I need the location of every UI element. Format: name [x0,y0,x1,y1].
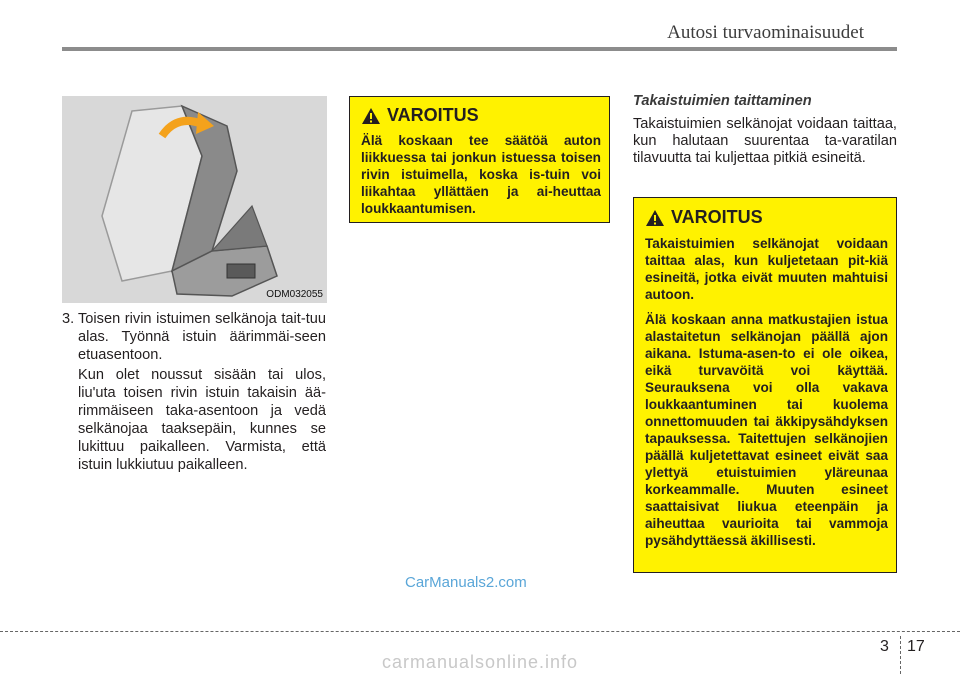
watermark-link[interactable]: CarManuals2.com [405,574,527,591]
chapter-number: 3 [880,638,889,655]
warning-paragraph-1: Takaistuimien selkänojat voidaan taittaa alas, kun kuljetetaan pit-kiä esineitä, jotka eivät muuten mahtuisi autoon. [645,236,888,302]
footer-rule [0,631,960,632]
figure-code: ODM032055 [266,289,323,300]
step-3 [62,310,326,364]
step-text: Toisen rivin istuimen selkänoja tait-tuu alas. Työnnä istuin äärimmäi-seen etuasentoon. [78,311,326,363]
left-paragraph: Kun olet noussut sisään tai ulos, liu'uta toisen rivin istuin takaisin ää-rimmäiseen taka-asentoon ja vedä selkänojaa taaksepäin, kunnes se lukittuu paikalleen. Varmista, että istuin lukkiutuu paikalleen. [78,367,326,473]
section-title: Autosi turvaominaisuudet [667,22,864,43]
bottom-watermark: carmanualsonline.info [381,652,579,672]
subheading: Takaistuimien taittaminen [633,93,812,109]
folded-seat-drawing [62,96,327,303]
warning-triangle-icon [645,209,665,227]
warning-body: Älä koskaan tee säätöä auton liikkuessa tai jonkun istuessa toisen rivin istuimella, koska is-tuin voi liikahtaa yllättäen ja ai-heuttaa loukkaantumisen. [361,133,601,216]
warning-triangle-icon [361,107,381,125]
warning-title: VAROITUS [387,105,479,125]
right-paragraph: Takaistuimien selkänojat voidaan taittaa, kun halutaan suurentaa ta-varatilan tilavuutta tai kuljettaa pitkiä esineitä. [633,116,897,166]
warning-paragraph-2: Älä koskaan anna matkustajien istua alastaitetun selkänojan päällä ajon aikana. Istuma-asen-to ei ole oikea, eikä turvavöitä voi käyttää. Seurauksena voi olla vakava loukkaantuminen tai kuolema onnettomuuden tai äkkipysähdyksen tapauksessa. Taitettujen selkänojien päällä kuljetettavat esineet eivät saa ylettyä etuistuimien yläreunaa korkeammalle. Muuten esineet saattaisivat liukua eteenpäin ja aiheuttaa vaurioita tai vammoja pysähdyttäessä äkillisesti. [645,312,888,548]
warning-title: VAROITUS [671,207,763,227]
page-number: 17 [907,638,925,655]
warning-box-2 [633,197,897,573]
header-rule [62,47,897,51]
warning-box-1 [349,96,610,223]
step-number: 3. [62,311,75,327]
seat-illustration [62,96,327,303]
